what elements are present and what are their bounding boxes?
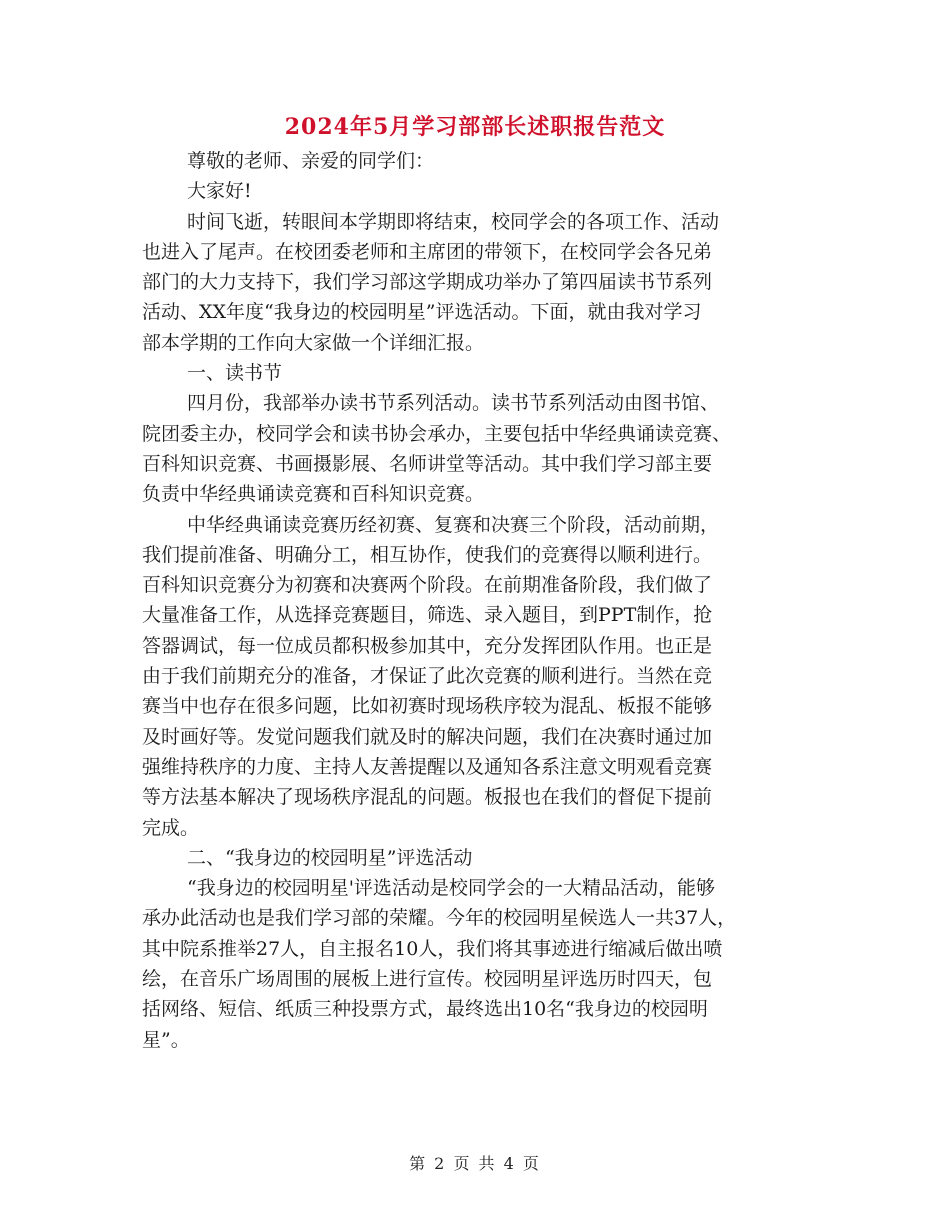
text-line: 等方法基本解决了现场秩序混乱的问题。板报也在我们的督促下提前 bbox=[142, 786, 713, 809]
text-line: 由于我们前期充分的准备，才保证了此次竞赛的顺利进行。当然在竞 bbox=[142, 665, 713, 688]
text-line: 也进入了尾声。在校团委老师和主席团的带领下，在校同学会各兄弟 bbox=[142, 240, 713, 263]
text-line: 星”。 bbox=[142, 1028, 190, 1051]
text-line: 院团委主办，校同学会和读书协会承办，主要包括中华经典诵读竞赛、 bbox=[142, 422, 732, 445]
text-line: 大量准备工作，从选择竞赛题目，筛选、录入题目，到PPT制作，抢 bbox=[142, 604, 713, 627]
text-line: 负责中华经典诵读竞赛和百科知识竞赛。 bbox=[142, 483, 485, 506]
text-line: 四月份，我部举办读书节系列活动。读书节系列活动由图书馆、 bbox=[187, 392, 720, 415]
text-line: 绘，在音乐广场周围的展板上进行宣传。校园明星评选历时四天，包 bbox=[142, 968, 713, 991]
text-line: 时间飞逝，转眼间本学期即将结束，校同学会的各项工作、活动 bbox=[187, 210, 720, 233]
text-line: 强维持秩序的力度、主持人友善提醒以及通知各系注意文明观看竞赛 bbox=[142, 755, 713, 778]
text-line: 部门的大力支持下，我们学习部这学期成功举办了第四届读书节系列 bbox=[142, 271, 713, 294]
text-line: 百科知识竞赛、书画摄影展、名师讲堂等活动。其中我们学习部主要 bbox=[142, 452, 713, 475]
document-body bbox=[142, 146, 790, 1055]
text-line: 一、读书节 bbox=[187, 362, 283, 385]
text-line: 答器调试，每一位成员都积极参加其中，充分发挥团队作用。也正是 bbox=[142, 634, 713, 657]
text-line: 我们提前准备、明确分工，相互协作，使我们的竞赛得以顺利进行。 bbox=[142, 543, 713, 566]
text-line: 大家好! bbox=[187, 180, 252, 203]
text-line: 中华经典诵读竞赛历经初赛、复赛和决赛三个阶段，活动前期， bbox=[187, 513, 720, 536]
text-line: 百科知识竞赛分为初赛和决赛两个阶段。在前期准备阶段，我们做了 bbox=[142, 574, 713, 597]
text-line: 部本学期的工作向大家做一个详细汇报。 bbox=[142, 331, 485, 354]
page-number-footer: 第 2 页 共 4 页 bbox=[409, 1154, 541, 1173]
text-line: “我身边的校园明星'评选活动是校同学会的一大精品活动，能够 bbox=[187, 877, 715, 900]
text-line: 二、“我身边的校园明星”评选活动 bbox=[187, 846, 473, 869]
text-line: 赛当中也存在很多问题，比如初赛时现场秩序较为混乱、板报不能够 bbox=[142, 695, 713, 718]
text-line: 及时画好等。发觉问题我们就及时的解决问题，我们在决赛时通过加 bbox=[142, 725, 713, 748]
text-line: 完成。 bbox=[142, 816, 200, 839]
document-title: 2024年5月学习部部长述职报告范文 bbox=[284, 114, 666, 140]
text-line: 括网络、短信、纸质三种投票方式，最终选出10名“我身边的校园明 bbox=[142, 998, 708, 1021]
text-line: 其中院系推举27人，自主报名10人，我们将其事迹进行缩减后做出喷 bbox=[142, 937, 723, 960]
text-line: 尊敬的老师、亲爱的同学们： bbox=[187, 150, 435, 172]
text-line: 活动、XX年度“我身边的校园明星”评选活动。下面，就由我对学习 bbox=[142, 301, 702, 324]
text-line: 承办此活动也是我们学习部的荣耀。今年的校园明星候选人一共37人， bbox=[142, 907, 737, 930]
